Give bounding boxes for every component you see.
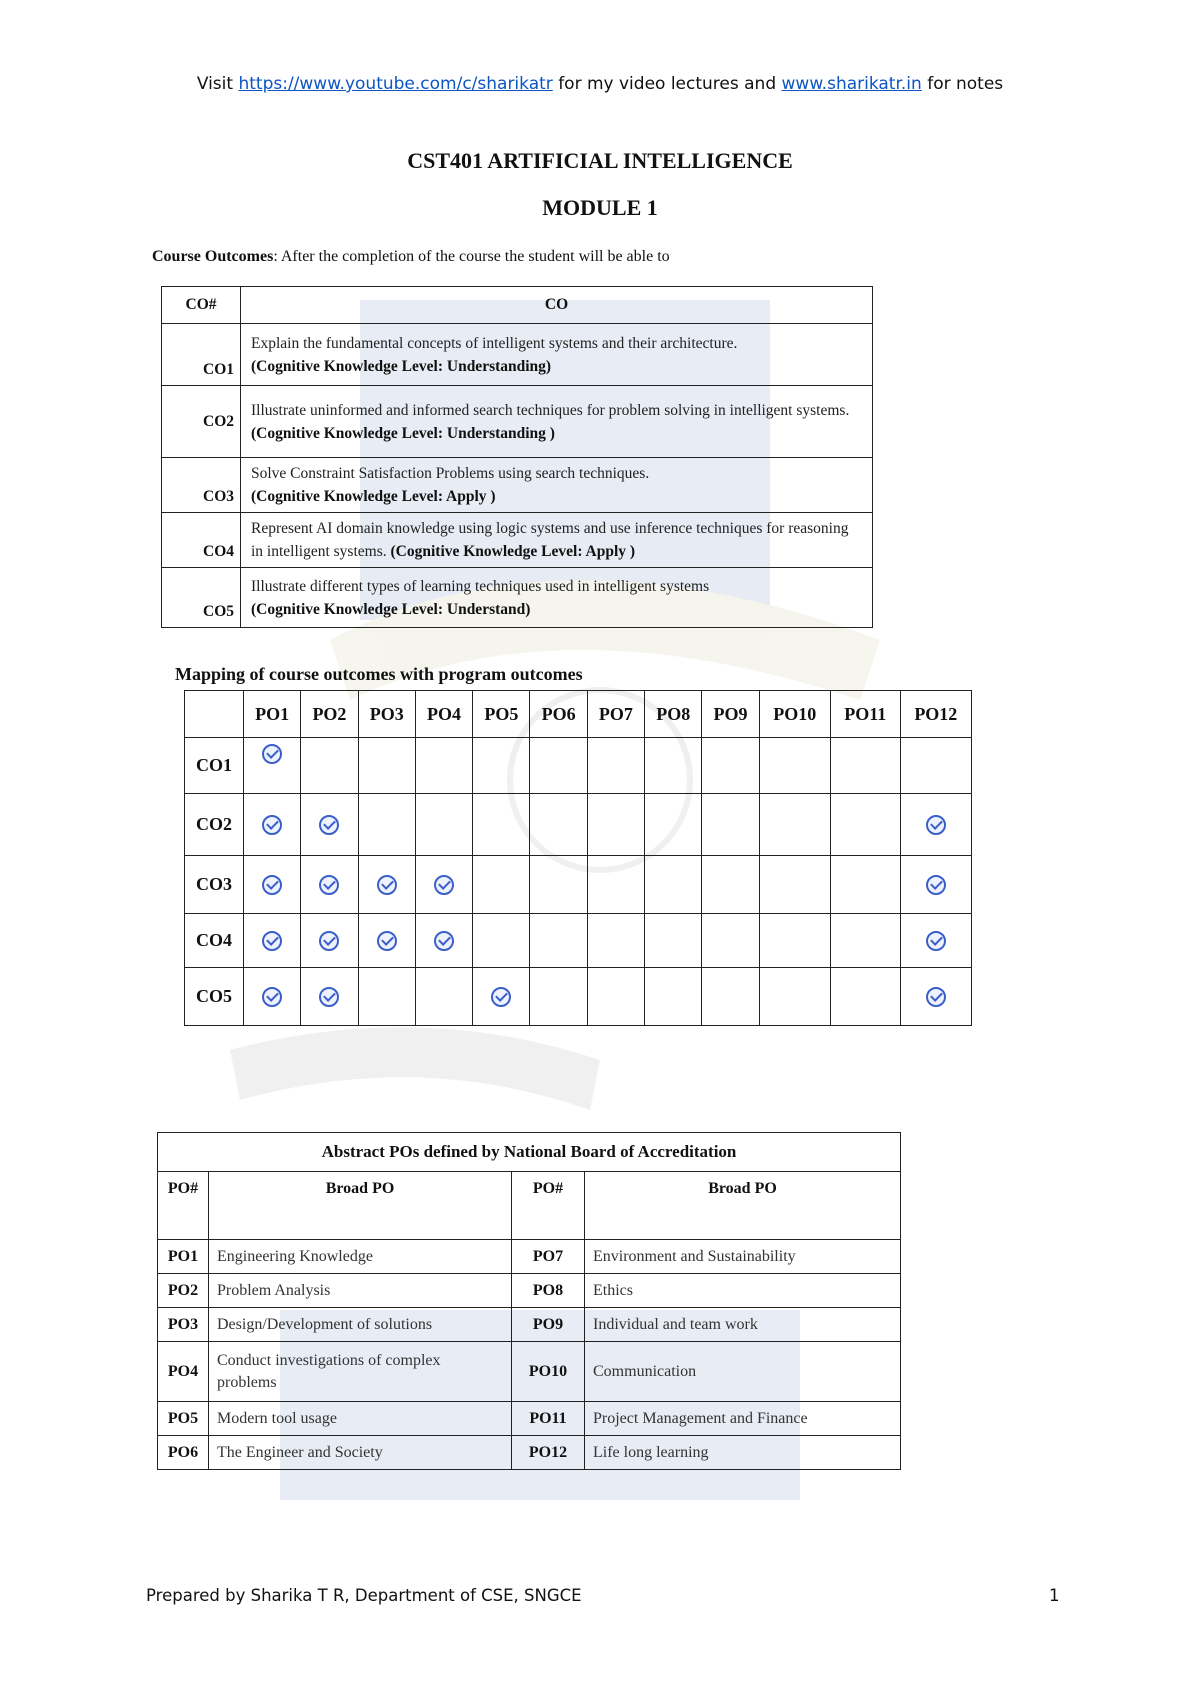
check-icon (434, 875, 454, 895)
table-row (158, 1240, 901, 1274)
mapping-cell (587, 794, 644, 856)
check-icon (262, 931, 282, 951)
mapping-cell (830, 968, 900, 1026)
mapping-cell (473, 794, 530, 856)
table-row (158, 1274, 901, 1308)
po-column-header: PO4 (415, 691, 472, 738)
check-icon (926, 931, 946, 951)
mapping-cell (900, 968, 971, 1026)
po-code: PO2 (158, 1274, 209, 1308)
po-code-header: PO# (158, 1172, 209, 1240)
header-suffix: for notes (927, 74, 1004, 94)
mapping-cell (645, 738, 702, 794)
page-number: 1 (1049, 1586, 1060, 1605)
po-name-header: Broad PO (209, 1172, 512, 1240)
mapping-cell (415, 914, 472, 968)
table-row (158, 1342, 901, 1402)
course-title: CST401 ARTIFICIAL INTELLIGENCE (407, 148, 793, 173)
mapping-cell (759, 738, 830, 794)
co-row-header: CO5 (185, 968, 244, 1026)
mapping-cell (244, 794, 301, 856)
co-text: Represent AI domain knowledge using logic systems and use inference techniques for reasoning in intelligent systems. (251, 520, 849, 560)
mapping-cell (900, 914, 971, 968)
check-icon (262, 744, 282, 764)
co-description (241, 568, 873, 628)
mapping-cell (301, 968, 358, 1026)
check-icon (262, 815, 282, 835)
mapping-cell (358, 914, 415, 968)
po-code-header: PO# (512, 1172, 585, 1240)
course-outcomes-text: : After the completion of the course the student will be able to (273, 248, 670, 265)
mapping-cell (702, 856, 759, 914)
co-code: CO4 (162, 513, 241, 568)
table-row (162, 513, 873, 568)
mapping-cell (702, 968, 759, 1026)
table-row (162, 458, 873, 513)
co-description (241, 386, 873, 458)
mapping-cell (530, 738, 587, 794)
table-row (162, 568, 873, 628)
mapping-cell (830, 794, 900, 856)
header-middle: for my video lectures and (558, 74, 777, 94)
abstract-po-caption: Abstract POs defined by National Board of Accreditation (158, 1133, 901, 1172)
mapping-cell (244, 856, 301, 914)
co-level: (Cognitive Knowledge Level: Understanding) (251, 357, 552, 375)
youtube-link[interactable]: https://www.youtube.com/c/sharikatr (238, 74, 553, 94)
co-text: Solve Constraint Satisfaction Problems using search techniques. (251, 465, 650, 482)
po-column-header: PO2 (301, 691, 358, 738)
po-column-header: PO12 (900, 691, 971, 738)
mapping-cell (415, 856, 472, 914)
mapping-cell (244, 738, 301, 794)
check-icon (319, 987, 339, 1007)
po-name: Project Management and Finance (585, 1402, 901, 1436)
check-icon (319, 815, 339, 835)
table-row (185, 968, 972, 1026)
mapping-cell (415, 738, 472, 794)
table-row (158, 1402, 901, 1436)
check-icon (262, 987, 282, 1007)
corner-cell (185, 691, 244, 738)
co-text: Illustrate different types of learning techniques used in intelligent systems (251, 577, 710, 595)
po-name: Conduct investigations of complex problems (209, 1342, 512, 1402)
table-row (185, 914, 972, 968)
mapping-cell (301, 794, 358, 856)
po-code: PO1 (158, 1240, 209, 1274)
po-column-header: PO5 (473, 691, 530, 738)
mapping-cell (301, 856, 358, 914)
mapping-title: Mapping of course outcomes with program outcomes (175, 664, 583, 684)
mapping-cell (530, 856, 587, 914)
check-icon (926, 987, 946, 1007)
co-level: (Cognitive Knowledge Level: Apply ) (251, 488, 496, 505)
po-column-header: PO3 (358, 691, 415, 738)
co-text: Illustrate uninformed and informed search techniques for problem solving in intelligent systems. (251, 401, 850, 419)
co-description (241, 324, 873, 386)
table-row (185, 794, 972, 856)
po-name: Engineering Knowledge (209, 1240, 512, 1274)
mapping-cell (702, 914, 759, 968)
mapping-cell (358, 968, 415, 1026)
po-code: PO4 (158, 1342, 209, 1402)
co-level: (Cognitive Knowledge Level: Understanding ) (251, 424, 555, 442)
mapping-cell (830, 738, 900, 794)
po-name: Design/Development of solutions (209, 1308, 512, 1342)
co-desc-header: CO (241, 287, 873, 324)
co-level: (Cognitive Knowledge Level: Apply ) (390, 543, 636, 560)
mapping-cell (301, 914, 358, 968)
mapping-cell (473, 914, 530, 968)
mapping-cell (473, 856, 530, 914)
table-row (158, 1308, 901, 1342)
po-name: Individual and team work (585, 1308, 901, 1342)
check-icon (377, 875, 397, 895)
mapping-cell (244, 968, 301, 1026)
mapping-cell (900, 794, 971, 856)
mapping-cell (830, 914, 900, 968)
po-name: Environment and Sustainability (585, 1240, 901, 1274)
table-caption-row (158, 1133, 901, 1172)
page-header (0, 74, 1200, 94)
co-row-header: CO2 (185, 794, 244, 856)
check-icon (262, 875, 282, 895)
co-code: CO2 (162, 386, 241, 458)
mapping-cell (645, 794, 702, 856)
table-row (185, 856, 972, 914)
mapping-cell (759, 794, 830, 856)
mapping-cell (587, 914, 644, 968)
po-code: PO7 (512, 1240, 585, 1274)
abstract-po-table (157, 1132, 901, 1470)
course-outcomes-intro (152, 248, 670, 266)
po-code: PO12 (512, 1436, 585, 1470)
po-name: Communication (585, 1342, 901, 1402)
po-column-header: PO7 (587, 691, 644, 738)
po-column-header: PO6 (530, 691, 587, 738)
po-code: PO6 (158, 1436, 209, 1470)
mapping-cell (645, 914, 702, 968)
co-code: CO1 (162, 324, 241, 386)
table-header-row (158, 1172, 901, 1240)
co-description (241, 513, 873, 568)
module-title: MODULE 1 (542, 195, 658, 220)
check-icon (319, 931, 339, 951)
po-column-header: PO1 (244, 691, 301, 738)
mapping-cell (587, 856, 644, 914)
po-name: The Engineer and Society (209, 1436, 512, 1470)
mapping-cell (358, 738, 415, 794)
po-code: PO5 (158, 1402, 209, 1436)
mapping-cell (415, 794, 472, 856)
po-column-header: PO8 (645, 691, 702, 738)
po-column-header: PO9 (702, 691, 759, 738)
po-name: Modern tool usage (209, 1402, 512, 1436)
mapping-cell (759, 968, 830, 1026)
mapping-cell (301, 738, 358, 794)
footer-author: Prepared by Sharika T R, Department of CSE, SNGCE (146, 1586, 582, 1605)
mapping-cell (900, 738, 971, 794)
co-description (241, 458, 873, 513)
mapping-cell (645, 968, 702, 1026)
check-icon (319, 875, 339, 895)
table-row (162, 324, 873, 386)
co-po-mapping-table (184, 690, 972, 1026)
check-icon (491, 987, 511, 1007)
check-icon (926, 815, 946, 835)
po-code: PO11 (512, 1402, 585, 1436)
co-code-header: CO# (162, 287, 241, 324)
mapping-cell (759, 914, 830, 968)
mapping-cell (358, 794, 415, 856)
table-row (185, 738, 972, 794)
mapping-cell (473, 968, 530, 1026)
co-code: CO5 (162, 568, 241, 628)
po-name-header: Broad PO (585, 1172, 901, 1240)
mapping-cell (702, 738, 759, 794)
po-column-header: PO11 (830, 691, 900, 738)
po-name: Life long learning (585, 1436, 901, 1470)
course-outcomes-label: Course Outcomes (152, 248, 274, 265)
co-text: Explain the fundamental concepts of intelligent systems and their architecture. (251, 334, 738, 352)
mapping-cell (587, 738, 644, 794)
check-icon (926, 875, 946, 895)
mapping-cell (415, 968, 472, 1026)
po-code: PO8 (512, 1274, 585, 1308)
mapping-cell (358, 856, 415, 914)
po-column-header: PO10 (759, 691, 830, 738)
mapping-cell (473, 738, 530, 794)
table-row (158, 1436, 901, 1470)
table-row (162, 386, 873, 458)
co-row-header: CO1 (185, 738, 244, 794)
header-prefix: Visit (196, 74, 234, 94)
po-code: PO10 (512, 1342, 585, 1402)
mapping-cell (702, 794, 759, 856)
mapping-cell (530, 794, 587, 856)
po-name: Problem Analysis (209, 1274, 512, 1308)
co-code: CO3 (162, 458, 241, 513)
co-level: (Cognitive Knowledge Level: Understand) (251, 600, 531, 618)
po-code: PO9 (512, 1308, 585, 1342)
course-outcomes-table (161, 286, 873, 628)
po-code: PO3 (158, 1308, 209, 1342)
mapping-cell (900, 856, 971, 914)
po-name: Ethics (585, 1274, 901, 1308)
check-icon (434, 931, 454, 951)
table-header-row (185, 691, 972, 738)
check-icon (377, 931, 397, 951)
mapping-cell (587, 968, 644, 1026)
co-row-header: CO3 (185, 856, 244, 914)
table-header-row (162, 287, 873, 324)
mapping-cell (759, 856, 830, 914)
co-row-header: CO4 (185, 914, 244, 968)
mapping-cell (530, 914, 587, 968)
website-link[interactable]: www.sharikatr.in (781, 74, 922, 94)
mapping-cell (645, 856, 702, 914)
mapping-cell (244, 914, 301, 968)
mapping-cell (830, 856, 900, 914)
mapping-cell (530, 968, 587, 1026)
